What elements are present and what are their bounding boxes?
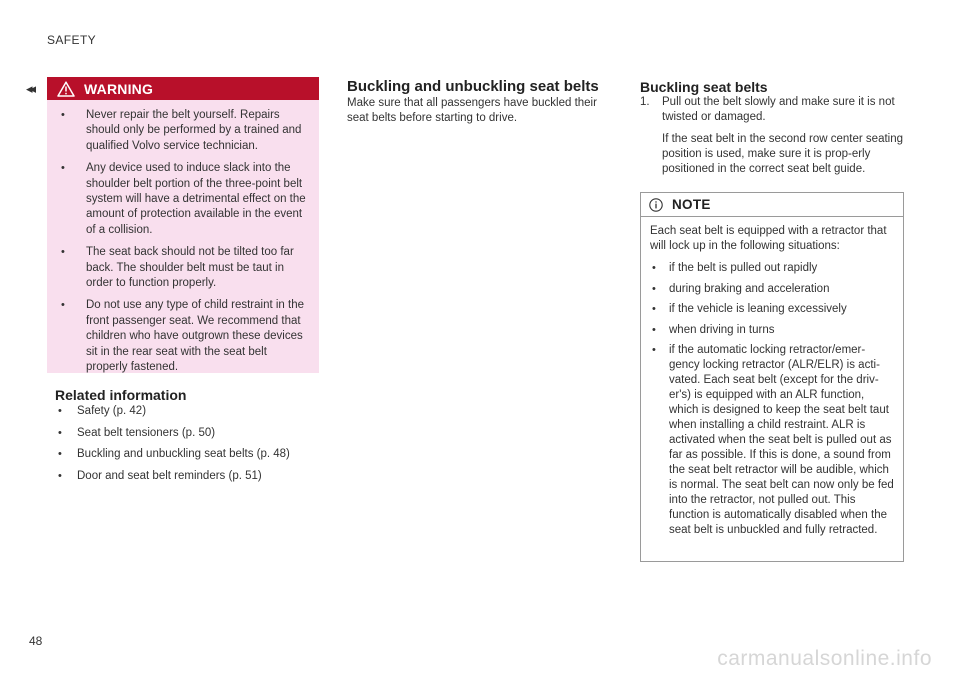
step-item: [640, 95, 910, 177]
warning-item-text: Any device used to induce slack into the shoulder belt portion of the three-point belt system will have a detrimental effect on the amount of protection available in the event of a collision.: [86, 162, 306, 236]
bullet: •: [652, 282, 656, 295]
note-item: [650, 282, 895, 297]
watermark: carmanualsonline.info: [717, 647, 932, 670]
warning-triangle-icon: [57, 81, 75, 97]
warning-header: [47, 77, 319, 100]
note-item: [650, 261, 895, 276]
section-heading: Buckling and unbuckling seat belts: [347, 78, 599, 95]
related-info-heading: Related information: [55, 387, 187, 403]
steps-list: [640, 95, 910, 177]
section-label: SAFETY: [47, 33, 97, 47]
step-text: Pull out the belt slowly and make sure it is not twisted or damaged.: [662, 96, 895, 123]
bullet: •: [61, 109, 65, 121]
subsection-heading: Buckling seat belts: [640, 79, 768, 95]
bullet: •: [61, 299, 65, 312]
warning-item: [57, 161, 309, 238]
related-link-text[interactable]: Buckling and unbuckling seat belts (p. 48): [77, 448, 290, 460]
related-link[interactable]: [55, 404, 325, 418]
bullet: •: [652, 303, 656, 315]
warning-list: [47, 100, 319, 376]
warning-item: [57, 245, 309, 291]
related-link-text[interactable]: Seat belt tensioners (p. 50): [77, 426, 216, 439]
note-item-text: if the belt is pulled out rapidly: [669, 262, 818, 274]
bullet: •: [652, 344, 656, 356]
warning-box: [47, 77, 319, 373]
related-link-text[interactable]: Safety (p. 42): [77, 405, 147, 417]
bullet: •: [58, 469, 62, 482]
note-list: [641, 261, 903, 538]
warning-item: [57, 108, 309, 154]
warning-item-text: The seat back should not be tilted too far back. The shoulder belt must be taut in order to function properly.: [86, 246, 294, 290]
bullet: •: [652, 323, 656, 336]
intro-paragraph: Make sure that all passengers have buckled their seat belts before starting to drive.: [347, 97, 597, 124]
related-link[interactable]: [55, 426, 325, 440]
note-item: [650, 302, 895, 317]
bullet: •: [652, 262, 656, 274]
note-item: [650, 323, 895, 338]
page-number: 48: [29, 634, 43, 648]
bullet: •: [61, 162, 65, 175]
bullet: •: [58, 405, 62, 417]
bullet: •: [58, 426, 62, 439]
related-link[interactable]: [55, 469, 325, 483]
note-item-text: when driving in turns: [669, 323, 775, 336]
step-subtext: If the seat belt in the second row center seating position is used, make sure it is prop-erly positioned in the correct seat belt guide.: [662, 133, 904, 175]
related-link-text[interactable]: Door and seat belt reminders (p. 51): [77, 469, 262, 482]
note-title: NOTE: [672, 197, 711, 212]
note-intro: Each seat belt is equipped with a retractor that will lock up in the following situations:: [650, 225, 887, 252]
warning-item: [57, 298, 309, 375]
bullet: •: [61, 246, 65, 259]
warning-item-text: Never repair the belt yourself. Repairs should only be performed by a trained and qualified Volvo service technician.: [86, 109, 302, 152]
warning-title: WARNING: [84, 80, 154, 97]
note-box: [640, 192, 904, 562]
note-header: [641, 193, 903, 217]
note-item: [650, 343, 895, 538]
related-info-list: [55, 404, 325, 490]
note-item-text: if the automatic locking retractor/emer-gency locking retractor (ALR/ELR) is acti-vated. Each seat belt (except for the driv-er's) is equipped with an ALR function, which is designed to keep the seat belt taut when installing a child restraint. ALR is activated when the seat belt is pulled out as far as possible. If this is done, a sound from the seat belt retractor will be audible, which is normal. The seat belt can now only be fed into the retractor, not pulled out. This function is automatically disabled when the seat belt is unbuckled and fully retracted.: [669, 344, 894, 536]
info-icon: [649, 198, 663, 212]
bullet: •: [58, 448, 62, 460]
note-item-text: during braking and acceleration: [669, 282, 830, 295]
step-number: 1.: [640, 96, 650, 108]
warning-item-text: Do not use any type of child restraint in the front passenger seat. We recommend that children who have outgrown these devices sit in the rear seat with the seat belt properly fastened.: [86, 299, 304, 374]
related-link[interactable]: [55, 447, 325, 461]
note-item-text: if the vehicle is leaning excessively: [669, 303, 847, 315]
back-arrows-icon[interactable]: ◂◂: [26, 81, 34, 96]
